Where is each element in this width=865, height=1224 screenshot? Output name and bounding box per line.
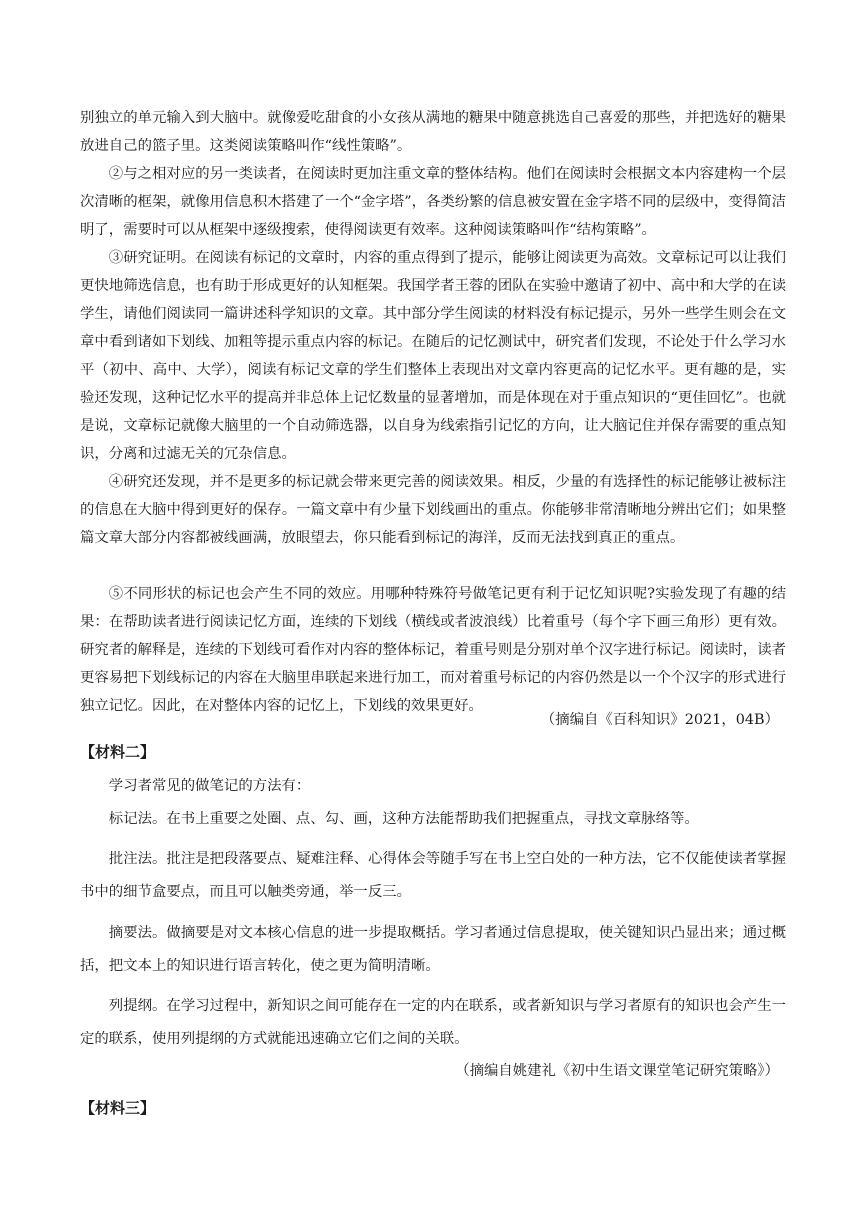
paragraph-3: ③研究证明。在阅读有标记的文章时，内容的重点得到了提示，能够让阅读更为高效。文章标记可以让我们更快地筛选信息，也有助于形成更好的认知框架。我国学者王蓉的团队在实验中邀请了初中、高中和大学的在读学生，请他们阅读同一篇讲述科学知识的文章。其中部分学生阅读的材料没有标记提示，另外一些学生则会在文章中看到诸如下划线、加粗等提示重点内容的标记。在随后的记忆测试中，研究者们发现，不论处于什么学习水平（初中、高中、大学），阅读有标记文章的学生们整体上表现出对文章内容更高的记忆水平。更有趣的是，实验还发现，这种记忆水平的提高并非总体上记忆数量的显著增加，而是体现在对于重点知识的“更佳回忆”。也就是说，文章标记就像大脑里的一个自动筛选器，以自身为线索指引记忆的方向，让大脑记住并保存需要的重点知识，分离和过滤无关的冗杂信息。 (80, 250, 786, 462)
paragraph-2: ②与之相对应的另一类读者，在阅读时更加注重文章的整体结构。他们在阅读时会根据文本内容建构一个层次清晰的框架，就像用信息积木搭建了一个“金字塔”，各类纷繁的信息被安置在金字塔不同的层级中，变得简洁明了，需要时可以从框架中逐级搜索，使得阅读更有效率。这种阅读策略叫作“结构策略”。 (80, 166, 786, 238)
material-2-intro: 学习者常见的做笔记的方法有： (108, 778, 311, 794)
paragraph-4: ④研究还发现，并不是更多的标记就会带来更完善的阅读效果。相反，少量的有选择性的标记能够让被标注的信息在大脑中得到更好的保存。一篇文章中有少量下划线画出的重点。你能够非常清晰地分辨出它们；如果整篇文章大部分内容都被线画满，放眼望去，你只能看到标记的海洋，反而无法找到真正的重点。 (80, 474, 786, 546)
paragraph-5: ⑤不同形状的标记也会产生不同的效应。用哪种特殊符号做笔记更有利于记忆知识呢?实验发现了有趣的结果：在帮助读者进行阅读记忆方面，连续的下划线（横线或者波浪线）比着重号（每个字下画三角形）更有效。研究者的解释是，连续的下划线可看作对内容的整体标记，着重号则是分别对单个汉字进行标记。阅读时，读者更容易把下划线标记的内容在大脑里串联起来进行加工，而对着重号标记的内容仍然是以一个个汉字的形式进行独立记忆。因此，在对整体内容的记忆上，下划线的效果更好。 (80, 586, 786, 714)
paragraph-1-continued: 别独立的单元输入到大脑中。就像爱吃甜食的小女孩从满地的糖果中随意挑选自己喜爱的那些，并把选好的糖果放进自己的篮子里。这类阅读策略叫作“线性策略”。 (80, 110, 786, 154)
material-3-heading: 【材料三】 (80, 1099, 156, 1117)
material-2-source: （摘编自姚建礼《初中生语文课堂笔记研究策略》） (455, 1063, 779, 1079)
material-2-heading: 【材料二】 (80, 743, 156, 761)
method-marking: 标记法。在书上重要之处圈、点、勾、画，这种方法能帮助我们把握重点，寻找文章脉络等。 (108, 811, 699, 827)
method-annotation: 批注法。批注是把段落要点、疑难注释、心得体会等随手写在书上空白处的一种方法，它不仅能使读者掌握书中的细节盒要点，而且可以触类旁通，举一反三。 (80, 851, 786, 900)
method-outline: 列提纲。在学习过程中，新知识之间可能存在一定的内在联系，或者新知识与学习者原有的知识也会产生一定的联系，使用列提纲的方式就能迅速确立它们之间的关联。 (80, 998, 786, 1047)
material-1-source: （摘编自《百科知识》2021，04B） (540, 712, 779, 728)
method-summary: 摘要法。做摘要是对文本核心信息的进一步提取概括。学习者通过信息提取，使关键知识凸显出来；通过概括，把文本上的知识进行语言转化，使之更为简明清晰。 (80, 925, 786, 974)
